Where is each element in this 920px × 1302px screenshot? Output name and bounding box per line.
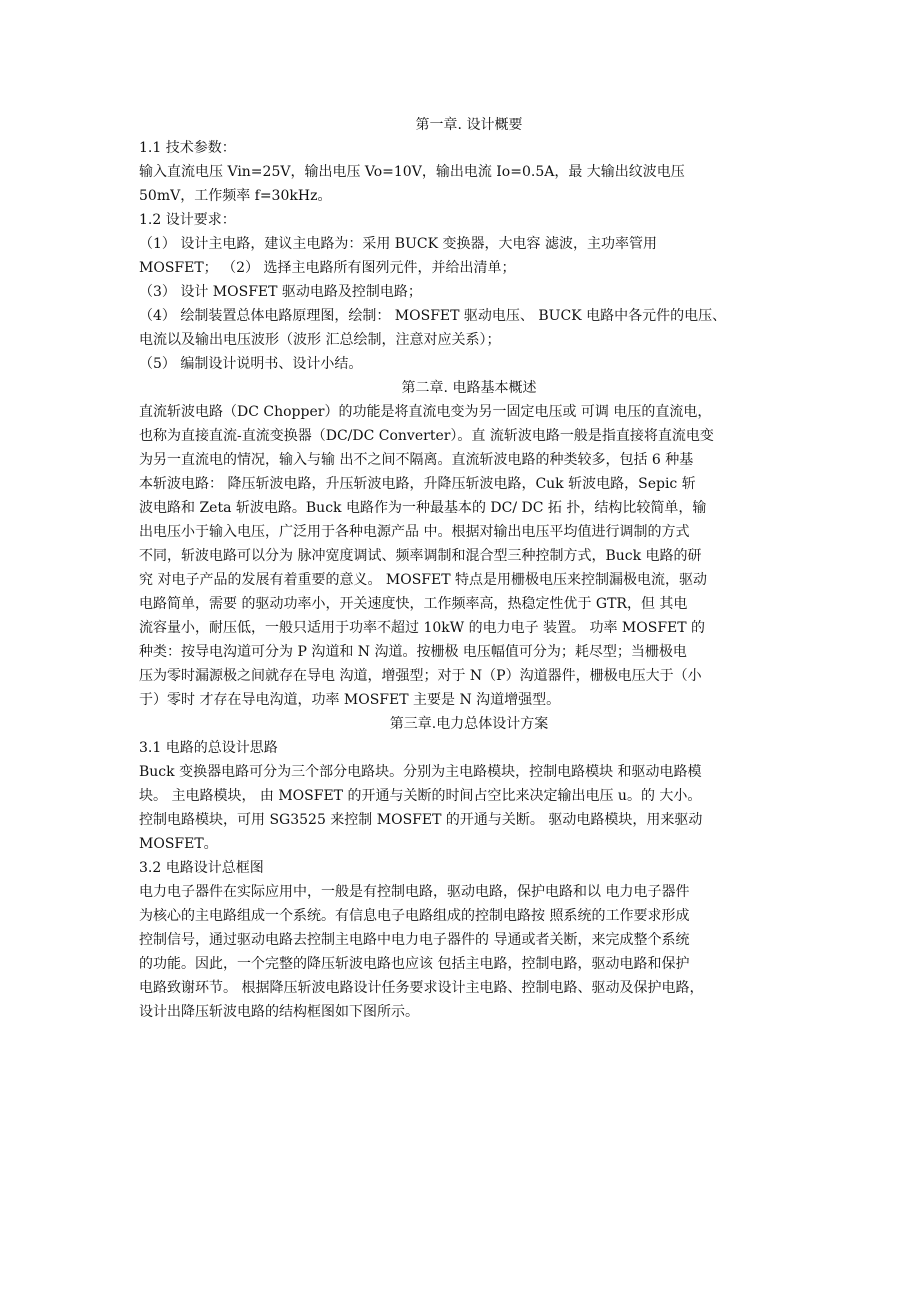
section-3-1-paragraph-line: Buck 变换器电路可分为三个部分电路块。分别为主电路模块，控制电路模块 和驱动电路模 (139, 764, 702, 780)
chapter-2-title: 第二章. 电路基本概述 (401, 380, 537, 396)
requirement-1-line-2: MOSFET； （2） 选择主电路所有图列元件，并给出清单； (139, 260, 516, 276)
section-1-1-heading: 1.1 技术参数： (139, 140, 236, 156)
section-3-2-paragraph-line: 电力电子器件在实际应用中，一般是有控制电路，驱动电路，保护电路和以 电力电子器件 (139, 884, 690, 900)
chapter-2-paragraph-line: 于）零时 才存在导电沟道，功率 MOSFET 主要是 N 沟道增强型。 (139, 692, 561, 708)
section-3-2-paragraph-line: 的功能。因此，一个完整的降压斩波电路也应该 包括主电路，控制电路，驱动电路和保护 (139, 956, 690, 972)
tech-params-line-2: 50mV，工作频率 f=30kHz。 (139, 188, 332, 204)
section-3-1-paragraph-line: 控制电路模块，可用 SG3525 来控制 MOSFET 的开通与关断。 驱动电路模块，用来驱动 (139, 812, 703, 828)
section-3-2-paragraph-line: 设计出降压斩波电路的结构框图如下图所示。 (139, 1004, 419, 1020)
chapter-2-paragraph-line: 出电压小于输入电压，广泛用于各种电源产品 中。根据对输出电压平均值进行调制的方式 (139, 524, 690, 540)
chapter-2-paragraph-line: 压为零时漏源极之间就存在导电 沟道，增强型；对于 N（P）沟道器件，栅极电压大于（小 (139, 668, 702, 684)
requirement-4-line-1: （4） 绘制装置总体电路原理图，绘制： MOSFET 驱动电压、 BUCK 电路中各元件的电压、 (139, 308, 727, 324)
tech-params-line-1: 输入直流电压 Vin=25V，输出电压 Vo=10V，输出电流 Io=0.5A，最 大输出纹波电压 (139, 164, 685, 180)
chapter-2-paragraph-line: 究 对电子产品的发展有着重要的意义。 MOSFET 特点是用栅极电压来控制漏极电流，驱动 (139, 572, 708, 588)
chapter-2-paragraph-line: 直流斩波电路（DC Chopper）的功能是将直流电变为另一固定电压或 可调 电压的直流电， (139, 404, 712, 420)
chapter-2-paragraph-line: 为另一直流电的情况，输入与输 出不之间不隔离。直流斩波电路的种类较多，包括 6 种基 (139, 452, 694, 468)
section-3-1-paragraph-line: 块。 主电路模块， 由 MOSFET 的开通与关断的时间占空比来决定输出电压 u。的 大小。 (139, 788, 702, 804)
section-3-2-paragraph-line: 电路致谢环节。 根据降压斩波电路设计任务要求设计主电路、控制电路、驱动及保护电路， (139, 980, 704, 996)
section-3-1-paragraph-line: MOSFET。 (139, 836, 218, 852)
requirement-1-line-1: （1） 设计主电路，建议主电路为：采用 BUCK 变换器，大电容 滤波，主功率管用 (139, 236, 657, 252)
chapter-2-paragraph-line: 不同，斩波电路可以分为 脉冲宽度调试、频率调制和混合型三种控制方式，Buck 电路的研 (139, 548, 702, 564)
chapter-2-paragraph-line: 电路简单，需要 的驱动功率小，开关速度快，工作频率高，热稳定性优于 GTR，但 其电 (139, 596, 688, 612)
section-3-2-paragraph-line: 控制信号，通过驱动电路去控制主电路中电力电子器件的 导通或者关断，来完成整个系统 (139, 932, 690, 948)
requirement-5: （5） 编制设计说明书、设计小结。 (139, 356, 363, 372)
chapter-2-paragraph-line: 波电路和 Zeta 斩波电路。Buck 电路作为一种最基本的 DC/ DC 拓 扑，结构比较简单，输 (139, 500, 707, 516)
chapter-2-paragraph-line: 也称为直接直流-直流变换器（DC/DC Converter）。直 流斩波电路一般是指直接将直流电变 (139, 428, 714, 444)
chapter-3-title: 第三章.电力总体设计方案 (389, 716, 549, 732)
chapter-2-paragraph-line: 本斩波电路： 降压斩波电路，升压斩波电路，升降压斩波电路，Cuk 斩波电路，Sepic 斩 (139, 476, 696, 492)
section-3-2-heading: 3.2 电路设计总框图 (139, 860, 264, 876)
requirement-3: （3） 设计 MOSFET 驱动电路及控制电路； (139, 284, 422, 300)
section-3-2-paragraph-line: 为核心的主电路组成一个系统。有信息电子电路组成的控制电路按 照系统的工作要求形成 (139, 908, 690, 924)
requirement-4-line-2: 电流以及输出电压波形（波形 汇总绘制，注意对应关系）； (139, 332, 501, 348)
chapter-2-paragraph-line: 流容量小，耐压低，一般只适用于功率不超过 10kW 的电力电子 装置。 功率 MOSFET 的 (139, 620, 706, 636)
section-1-2-heading: 1.2 设计要求： (139, 212, 236, 228)
chapter-2-paragraph-line: 种类：按导电沟道可分为 P 沟道和 N 沟道。按栅极 电压幅值可分为；耗尽型；当栅极电 (139, 644, 687, 660)
chapter-1-title: 第一章. 设计概要 (415, 117, 523, 133)
section-3-1-heading: 3.1 电路的总设计思路 (139, 740, 278, 756)
